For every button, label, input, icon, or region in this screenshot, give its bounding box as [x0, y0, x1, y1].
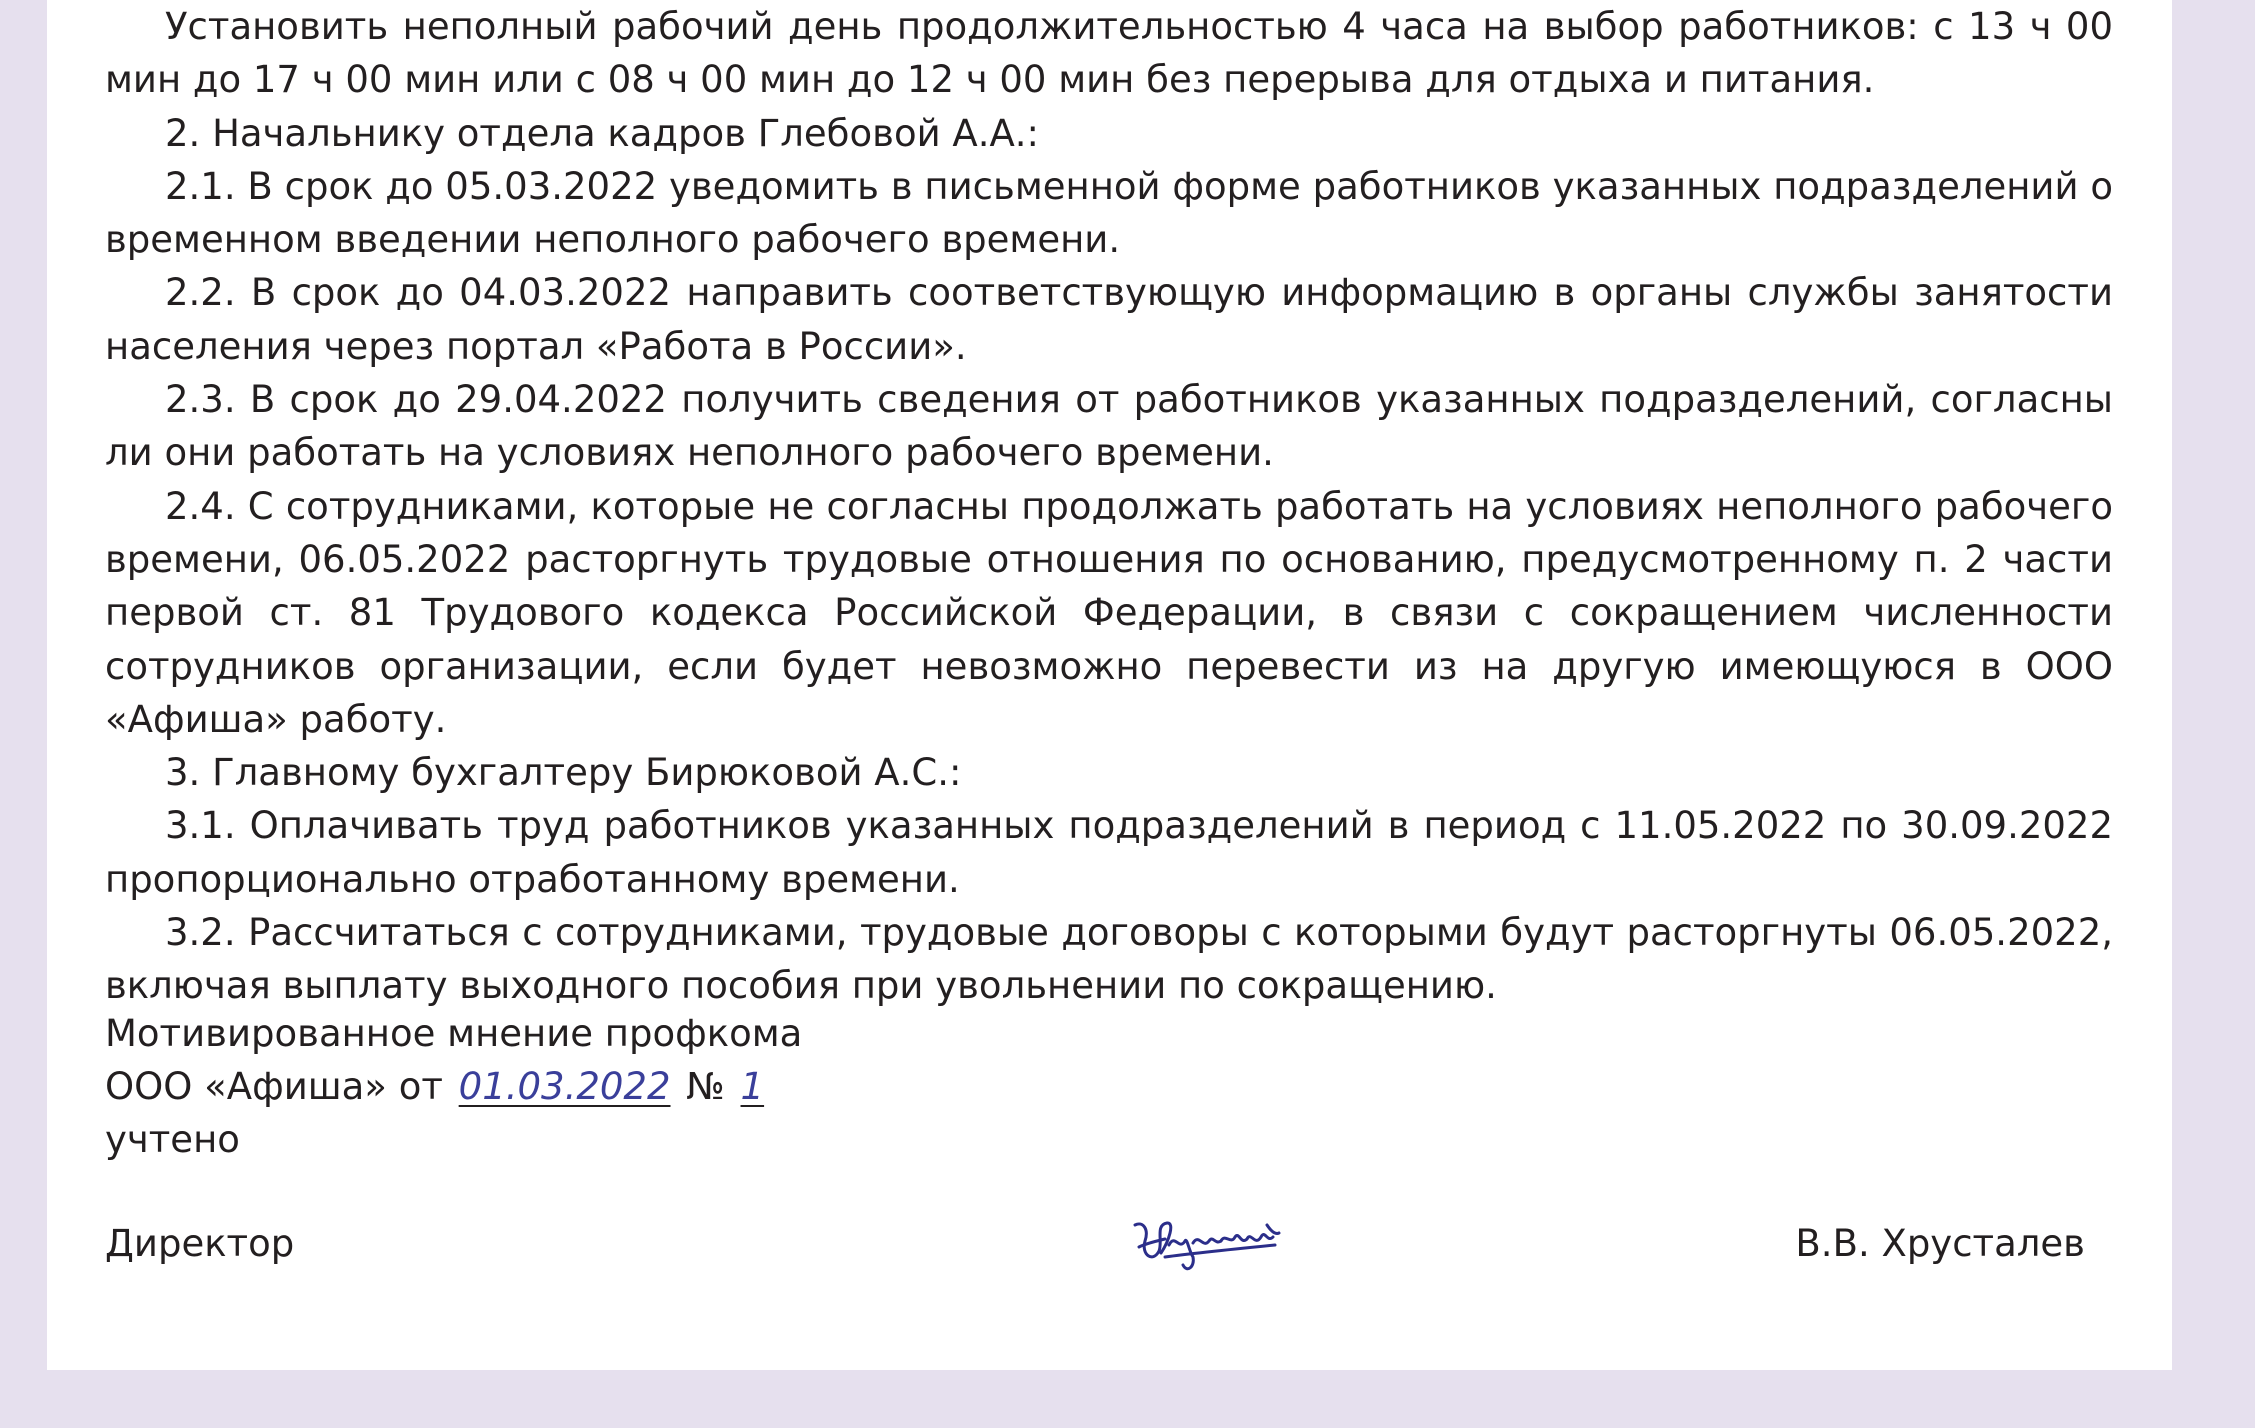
signer-position: Директор [105, 1222, 295, 1265]
union-opinion-line2 [105, 1060, 802, 1113]
paragraph-2-3: 2.3. В срок до 29.04.2022 получить сведения от работников указанных подразделений, согласны ли они работать на условиях неполного рабочего времени. [105, 378, 2113, 475]
paragraph-hr-head: 2. Начальнику отдела кадров Глебовой А.А.: [165, 111, 1039, 155]
signature-drawing [1125, 1211, 1285, 1281]
paragraph-2-4: 2.4. С сотрудниками, которые не согласны продолжать работать на условиях неполного рабочего времени, 06.05.2022 расторгнуть трудовые отношения по основанию, предусмотренному п. 2 части первой ст. 81 Трудового кодекса Российской Федерации, в связи с сокращением численности сотрудников организации, если будет невозможно перевести из на другую имеющуюся в ООО «Афиша» работу. [105, 484, 2113, 741]
paragraph-2-1: 2.1. В срок до 05.03.2022 уведомить в письменной форме работников указанных подразделений о временном введении неполного рабочего времени. [105, 164, 2113, 262]
order-body [105, 0, 2113, 1013]
paragraph-2-2: 2.2. В срок до 04.03.2022 направить соответствующую информацию в органы службы занятости населения через портал «Работа в России». [105, 271, 2113, 368]
union-opinion-date: 01.03.2022 [458, 1065, 671, 1108]
union-opinion-line1: Мотивированное мнение профкома [105, 1012, 803, 1055]
paragraph-3-2: 3.2. Рассчитаться с сотрудниками, трудовые договоры с которыми будут расторгнуты 06.05.2022, включая выплату выходного пособия при увольнении по сокращению. [105, 911, 2113, 1008]
union-opinion-number: 1 [740, 1065, 765, 1108]
paragraph-chief-accountant: 3. Главному бухгалтеру Бирюковой А.С.: [165, 751, 962, 795]
union-opinion-block [105, 1007, 802, 1166]
signer-name: В.В. Хрусталев [1795, 1222, 2085, 1265]
handwritten-signature [1125, 1211, 1285, 1281]
signature-row [105, 1217, 2085, 1287]
paragraph-part-time-schedule: Установить неполный рабочий день продолжительностью 4 часа на выбор работников: с 13 ч 00 мин до 17 ч 00 мин или с 08 ч 00 мин до 12 ч 00 мин без перерыва для отдыха и питания. [105, 5, 2113, 102]
union-opinion-line3: учтено [105, 1118, 240, 1161]
union-opinion-org: ООО «Афиша» от [105, 1065, 443, 1108]
number-sign: № [686, 1065, 725, 1108]
document-sheet [47, 0, 2172, 1370]
paragraph-3-1: 3.1. Оплачивать труд работников указанных подразделений в период с 11.05.2022 по 30.09.2022 пропорционально отработанному времени. [105, 804, 2113, 901]
